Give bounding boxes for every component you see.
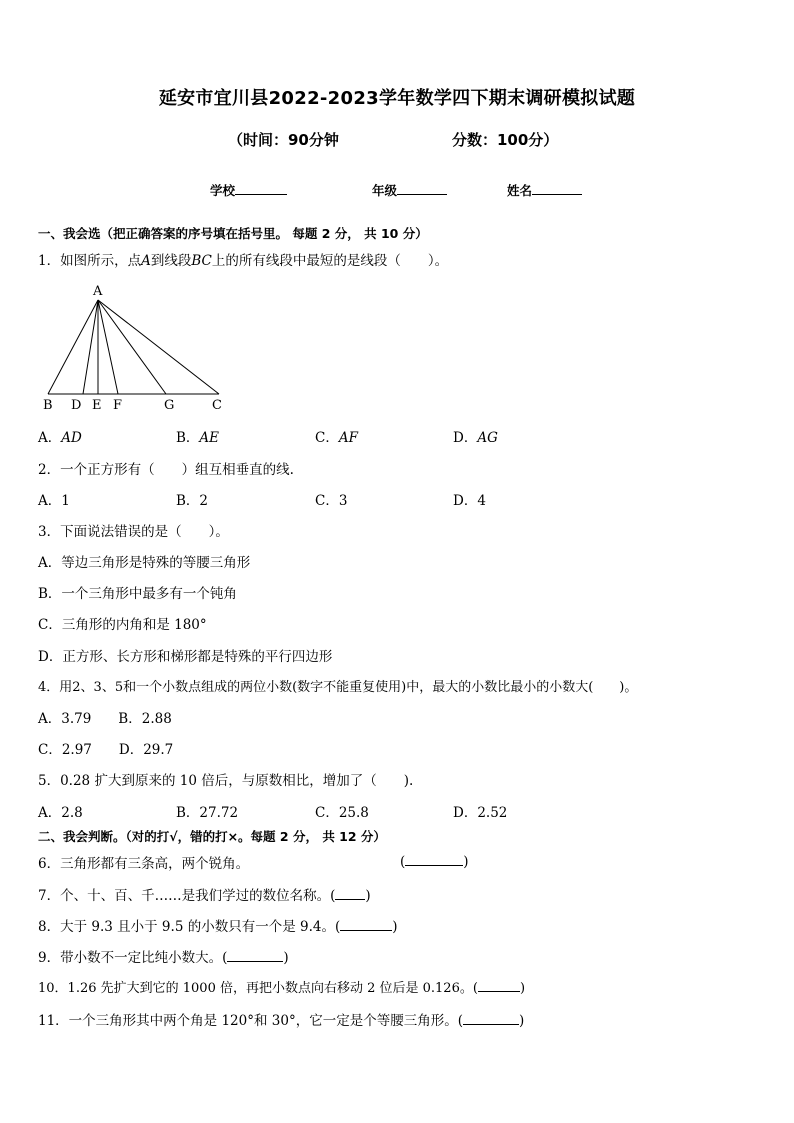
q1-option-a[interactable]: A．AD [38,430,82,446]
question-3: 3．下面说法错误的是（ ）。 [38,524,229,540]
score-label: 分数：100分） [452,131,559,149]
section1-heading: 一、我会选（把正确答案的序号填在括号里。 每题 2 分， 共 10 分） [38,226,428,241]
grade-field[interactable] [372,181,447,199]
label-b: B [43,398,53,413]
q5-option-b[interactable]: B．27.72 [176,805,239,821]
q6-text: 6．三角形都有三条高，两个锐角。 [38,856,250,872]
q2-option-c[interactable]: C．3 [315,493,348,509]
grade-label: 年级 [372,183,398,198]
q1-option-b[interactable]: B．AE [176,430,220,446]
q5-option-c[interactable]: C．25.8 [315,805,369,821]
q1-option-c[interactable]: C．AF [315,430,358,446]
q6-answer[interactable]: ( ) [400,854,469,870]
q2-option-a[interactable]: A．1 [38,493,70,509]
figure-lines [48,300,219,394]
q1-option-d[interactable]: D．AG [453,430,498,446]
label-f: F [113,398,123,413]
school-label: 学校 [210,183,236,198]
q5-option-d[interactable]: D．2.52 [453,805,508,821]
label-g: G [164,398,175,413]
triangle-figure [36,280,236,415]
label-c: C [212,398,222,413]
q1-var-bc: BC [191,253,212,269]
q1-var-a: A [141,253,151,269]
q4-options-row2[interactable]: C．2.97 D．29.7 [38,742,174,758]
question-8: 8．大于 9.3 且小于 9.5 的小数只有一个是 9.4。( ) [38,919,398,935]
name-blank[interactable] [532,182,582,195]
q3-option-c[interactable]: C．三角形的内角和是 180° [38,617,207,633]
q9-text: 9．带小数不一定比纯小数大。( [38,950,228,966]
q11-text: 11．一个三角形其中两个角是 120°和 30°，它一定是个等腰三角形。( [38,1013,463,1029]
section2-heading: 二、我会判断。（对的打√，错的打×。每题 2 分， 共 12 分） [38,829,386,844]
name-field[interactable] [507,181,582,199]
q11-answer-blank[interactable] [463,1011,519,1025]
question-9: 9．带小数不一定比纯小数大。( ) [38,950,289,966]
name-label: 姓名 [507,183,533,198]
school-field[interactable] [210,181,287,199]
question-5: 5．0.28 扩大到原来的 10 倍后，与原数相比，增加了（ ). [38,773,414,789]
q3-option-a[interactable]: A．等边三角形是特殊的等腰三角形 [38,555,251,571]
line-ac [98,300,219,394]
q7-answer-blank[interactable] [335,886,365,900]
q7-text: 7．个、十、百、千……是我们学过的数位名称。( [38,888,336,904]
question-10: 10．1.26 先扩大到它的 1000 倍，再把小数点向右移动 2 位后是 0.126。( ) [38,977,525,996]
q1-middle: 到线段 [150,253,192,269]
q2-option-b[interactable]: B．2 [176,493,209,509]
q3-option-d[interactable]: D．正方形、长方形和梯形都是特殊的平行四边形 [38,649,333,665]
q10-answer-blank[interactable] [478,978,520,992]
question-2: 2．一个正方形有（ ）组互相垂直的线. [38,462,294,478]
question-1 [38,249,448,269]
school-blank[interactable] [235,182,287,195]
question-6 [38,852,249,872]
q3-option-b[interactable]: B．一个三角形中最多有一个钝角 [38,586,237,602]
label-a: A [93,284,103,299]
question-4: 4．用2、3、5和一个小数点组成的两位小数(数字不能重复使用)中，最大的小数比最小的小数大( )。 [38,680,638,695]
label-e: E [92,398,102,413]
q5-option-a[interactable]: A．2.8 [38,805,83,821]
page-title: 延安市宜川县2022-2023学年数学四下期末调研模拟试题 [158,88,636,109]
label-d: D [71,398,82,413]
time-label: （时间：90分钟 [228,131,339,149]
q9-answer-blank[interactable] [227,948,283,962]
q6-answer-blank[interactable] [405,852,463,866]
q1-suffix: 上的所有线段中最短的是线段（ ）。 [211,253,449,269]
q2-option-d[interactable]: D．4 [453,493,486,509]
q8-answer-blank[interactable] [340,917,392,931]
q4-options-row1[interactable]: A．3.79 B．2.88 [38,711,172,727]
grade-blank[interactable] [397,182,447,195]
question-7: 7．个、十、百、千……是我们学过的数位名称。( ) [38,888,371,904]
q1-prefix: 1．如图所示，点 [38,253,142,269]
q10-text: 10．1.26 先扩大到它的 1000 倍，再把小数点向右移动 2 位后是 0.126。( [38,981,478,996]
q8-text: 8．大于 9.3 且小于 9.5 的小数只有一个是 9.4。( [38,919,341,935]
question-11: 11．一个三角形其中两个角是 120°和 30°，它一定是个等腰三角形。( ) [38,1013,525,1029]
